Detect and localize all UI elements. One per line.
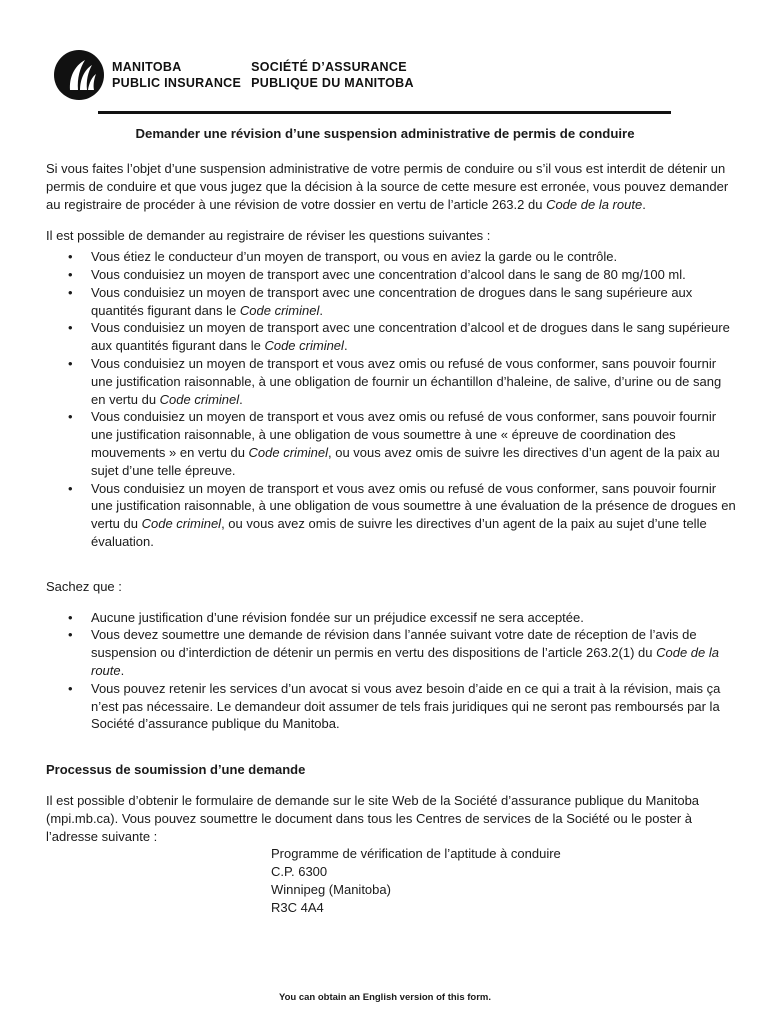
address-line: C.P. 6300	[271, 864, 328, 880]
item-italic: Code criminel	[248, 444, 329, 460]
item-text: Aucune justification d’une révision fondée sur un préjudice excessif ne sera acceptée.	[91, 609, 584, 625]
item-text: Vous étiez le conducteur d’un moyen de transport, ou vous en aviez la garde ou le contrôle.	[91, 249, 618, 265]
intro-text-2: .	[642, 196, 646, 212]
list-item	[46, 609, 736, 627]
questions-intro: Il est possible de demander au registraire de réviser les questions suivantes :	[46, 228, 491, 244]
org-name-en	[112, 59, 241, 91]
list-item	[46, 355, 736, 408]
item-italic: Code criminel	[239, 302, 320, 318]
item-italic: Code criminel	[264, 338, 344, 354]
item-text: Vous conduisiez un moyen de transport avec une concentration de drogues dans le sang supérieure aux quantités figurant dans le	[91, 284, 693, 318]
list-item	[46, 248, 736, 266]
item-text: Vous conduisiez un moyen de transport avec une concentration d’alcool dans le sang de 80 mg/100 ml.	[91, 266, 686, 282]
questions-list	[46, 248, 736, 551]
item-text-end: .	[239, 391, 243, 407]
address-line: Winnipeg (Manitoba)	[271, 881, 391, 897]
org-en-line2: PUBLIC INSURANCE	[112, 76, 242, 90]
footer-note: You can obtain an English version of this form.	[278, 992, 491, 1003]
item-text: Vous conduisiez un moyen de transport et vous avez omis ou refusé de vous conformer, sans pouvoir fournir une justification raisonnable, à une obligation de vous soumettre à une « épreuve de coordination des mouvements » en vertu du	[91, 409, 717, 460]
item-italic: Code de la route	[91, 645, 719, 678]
list-item	[46, 284, 736, 320]
org-name-fr	[251, 59, 414, 91]
item-text: Vous conduisiez un moyen de transport et vous avez omis ou refusé de vous conformer, sans pouvoir fournir une justification raisonnable, à une obligation de vous soumettre à une évaluation de la présence de drogues en vertu du	[91, 480, 736, 532]
item-text-end: , ou vous avez omis de suivre les directives d’un agent de la paix au sujet d’une telle épreuve.	[91, 444, 720, 478]
org-fr-line1: SOCIÉTÉ D’ASSURANCE	[251, 60, 407, 74]
mpi-leaf-logo-icon	[54, 50, 104, 100]
org-en-line1: MANITOBA	[112, 60, 182, 74]
item-text-end: .	[120, 662, 125, 678]
org-fr-line2: PUBLIQUE DU MANITOBA	[251, 76, 414, 90]
list-item	[46, 408, 736, 479]
item-italic: Code criminel	[141, 516, 222, 532]
intro-italic: Code de la route	[546, 196, 643, 212]
process-paragraph: Il est possible d’obtenir le formulaire de demande sur le site Web de la Société d’assurance publique du Manitoba (mpi.mb.ca). Vous pouvez soumettre le document dans tous les Centres de services de la Société ou le poster à l’adresse suivante :	[46, 792, 700, 844]
section-heading: Processus de soumission d’une demande	[46, 762, 306, 778]
list-item	[46, 266, 736, 284]
list-item	[46, 680, 736, 733]
item-italic: Code criminel	[159, 391, 240, 407]
item-text: Vous conduisiez un moyen de transport et vous avez omis ou refusé de vous conformer, sans pouvoir fournir une justification raisonnable, à une obligation de fournir un échantillon d’haleine, de salive, d’urine ou de sang en vertu du	[91, 355, 722, 407]
notes-list	[46, 609, 736, 734]
page-title: Demander une révision d’une suspension administrative de permis de conduire	[135, 126, 635, 141]
list-item	[46, 480, 736, 551]
mailing-address	[271, 845, 736, 916]
intro-paragraph	[46, 160, 736, 213]
header-divider	[98, 111, 671, 114]
address-line: Programme de vérification de l’aptitude à conduire	[271, 846, 561, 862]
item-text-end: .	[343, 338, 348, 354]
item-text: Vous pouvez retenir les services d’un avocat si vous avez besoin d’aide en ce qui a trait à la révision, mais ça n’est pas nécessaire. Le demandeur doit assumer de tels frais juridiques qui ne seront pas remboursés par la Société d’assurance publique du Manitoba.	[91, 680, 721, 732]
list-item	[46, 626, 736, 679]
notes-intro: Sachez que :	[46, 578, 122, 594]
item-text: Vous devez soumettre une demande de révision dans l’année suivant votre date de réception de l’avis de suspension ou d’interdiction de détenir un permis en vertu des dispositions de l’article 263.2(1) du	[91, 627, 697, 661]
item-text-end: , ou vous avez omis de suivre les directives d’un agent de la paix au sujet d’une telle évaluation.	[91, 516, 707, 549]
item-text-end: .	[319, 302, 323, 318]
list-item	[46, 319, 736, 355]
document-body	[46, 160, 736, 916]
intro-text-1: Si vous faites l’objet d’une suspension administrative de votre permis de conduire ou s’il vous est interdit de détenir un permis de conduire et que vous jugez que la décision à la source de cette mesure est erronée, vous pouvez demander au registraire de procéder à une révision de votre dossier en vertu de l’article 263.2 du	[46, 161, 729, 212]
item-text: Vous conduisiez un moyen de transport avec une concentration d’alcool et de drogues dans le sang supérieure aux quantités figurant dans le	[91, 320, 730, 354]
address-line: R3C 4A4	[271, 899, 324, 915]
letterhead	[54, 47, 414, 103]
